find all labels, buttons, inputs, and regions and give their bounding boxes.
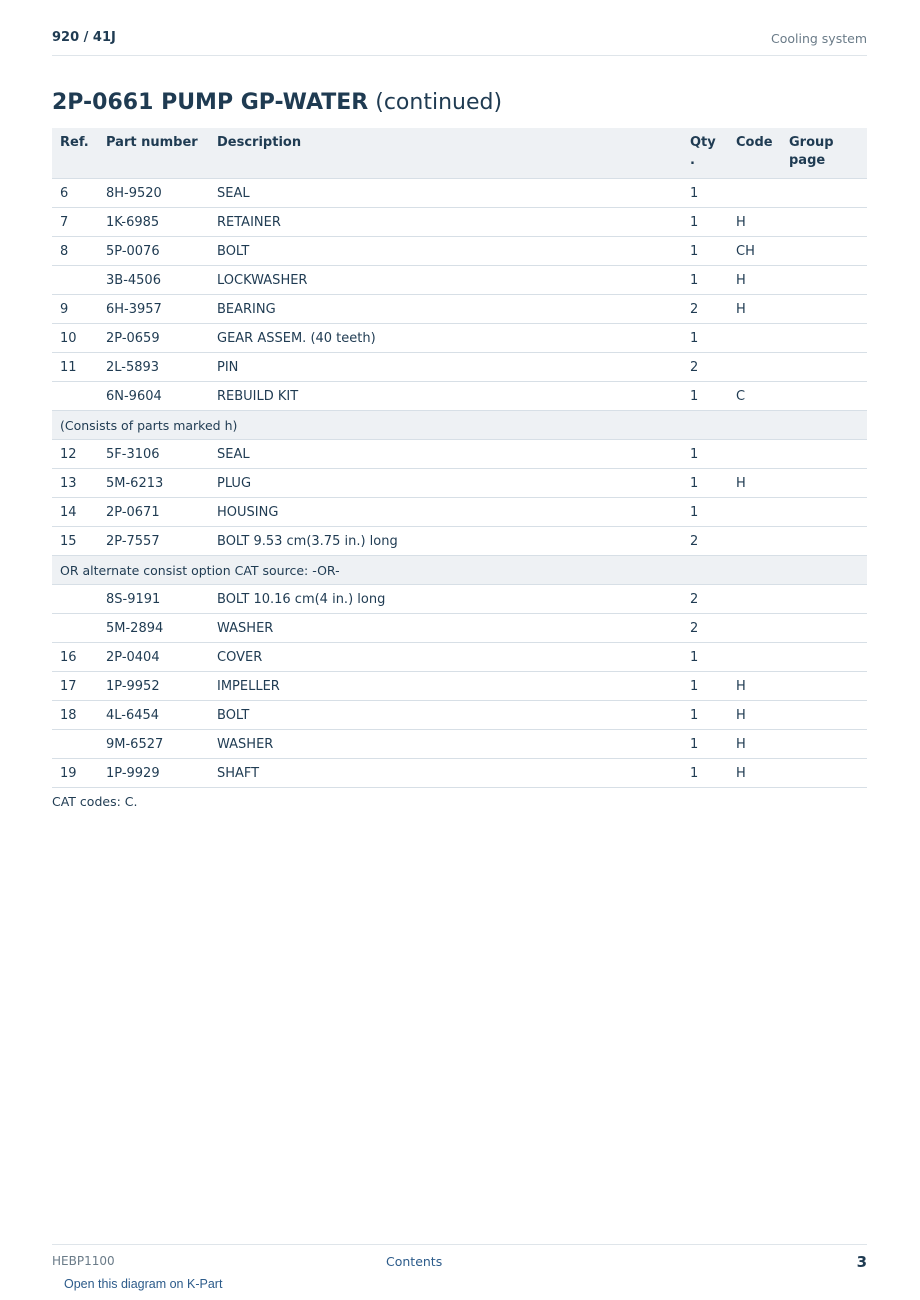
cell-group-page — [781, 208, 867, 237]
cell-group-page — [781, 614, 867, 643]
cell-ref: 15 — [52, 527, 98, 556]
cell-group-page — [781, 527, 867, 556]
column-header-part-number: Part number — [98, 128, 209, 179]
cell-group-page — [781, 295, 867, 324]
cell-code — [728, 179, 781, 208]
cell-qty: 2 — [682, 614, 728, 643]
cell-code — [728, 440, 781, 469]
cell-part-number: 2P-0404 — [98, 643, 209, 672]
cell-description: LOCKWASHER — [209, 266, 682, 295]
cell-group-page — [781, 585, 867, 614]
cell-part-number: 5M-6213 — [98, 469, 209, 498]
cell-ref: 12 — [52, 440, 98, 469]
cell-group-page — [781, 701, 867, 730]
table-row — [52, 324, 867, 353]
cell-group-page — [781, 440, 867, 469]
column-header-qty: Qty . — [682, 128, 728, 179]
cell-ref — [52, 266, 98, 295]
table-note-row — [52, 411, 867, 440]
table-row — [52, 614, 867, 643]
cell-code: C — [728, 382, 781, 411]
cell-ref — [52, 382, 98, 411]
cell-code: H — [728, 266, 781, 295]
page-footer — [52, 1244, 867, 1300]
cell-ref: 17 — [52, 672, 98, 701]
cell-code: H — [728, 701, 781, 730]
cell-qty: 1 — [682, 237, 728, 266]
table-note: (Consists of parts marked h) — [52, 411, 867, 440]
table-row — [52, 353, 867, 382]
table-row — [52, 701, 867, 730]
cell-code — [728, 585, 781, 614]
cell-ref: 13 — [52, 469, 98, 498]
cell-code — [728, 324, 781, 353]
cell-ref: 14 — [52, 498, 98, 527]
cell-ref: 10 — [52, 324, 98, 353]
cell-code — [728, 643, 781, 672]
cell-qty: 1 — [682, 759, 728, 788]
cell-group-page — [781, 382, 867, 411]
table-row — [52, 672, 867, 701]
cell-description: IMPELLER — [209, 672, 682, 701]
cell-qty: 2 — [682, 527, 728, 556]
cell-qty: 1 — [682, 179, 728, 208]
cell-part-number: 6N-9604 — [98, 382, 209, 411]
document-id: HEBP1100 — [52, 1254, 115, 1268]
table-row — [52, 730, 867, 759]
section-label: Cooling system — [771, 31, 867, 46]
cell-part-number: 6H-3957 — [98, 295, 209, 324]
table-row — [52, 208, 867, 237]
cell-part-number: 5M-2894 — [98, 614, 209, 643]
cell-description: HOUSING — [209, 498, 682, 527]
cell-part-number: 8S-9191 — [98, 585, 209, 614]
cell-qty: 1 — [682, 440, 728, 469]
cell-qty: 1 — [682, 730, 728, 759]
cell-ref: 8 — [52, 237, 98, 266]
cell-description: REBUILD KIT — [209, 382, 682, 411]
cell-group-page — [781, 179, 867, 208]
cell-code: CH — [728, 237, 781, 266]
cell-code: H — [728, 759, 781, 788]
cell-description: BEARING — [209, 295, 682, 324]
cell-group-page — [781, 266, 867, 295]
cell-group-page — [781, 672, 867, 701]
cell-group-page — [781, 730, 867, 759]
cell-code — [728, 614, 781, 643]
continued-label: (continued) — [368, 90, 503, 115]
cell-qty: 1 — [682, 324, 728, 353]
column-header-group-page: Group page — [781, 128, 867, 179]
cell-description: PLUG — [209, 469, 682, 498]
cell-ref: 11 — [52, 353, 98, 382]
cell-ref — [52, 730, 98, 759]
cell-description: PIN — [209, 353, 682, 382]
cell-description: SEAL — [209, 440, 682, 469]
cell-qty: 1 — [682, 672, 728, 701]
cell-description: SEAL — [209, 179, 682, 208]
cell-group-page — [781, 498, 867, 527]
cell-code — [728, 353, 781, 382]
cell-qty: 1 — [682, 498, 728, 527]
column-header-ref: Ref. — [52, 128, 98, 179]
parts-table-body — [52, 179, 867, 788]
table-row — [52, 440, 867, 469]
cell-group-page — [781, 643, 867, 672]
cell-description: BOLT — [209, 701, 682, 730]
table-row — [52, 179, 867, 208]
cell-description: WASHER — [209, 730, 682, 759]
column-header-code: Code — [728, 128, 781, 179]
cell-group-page — [781, 324, 867, 353]
cell-ref: 9 — [52, 295, 98, 324]
cell-code: H — [728, 730, 781, 759]
kpart-diagram-link[interactable]: Open this diagram on K-Part — [64, 1277, 223, 1291]
cell-qty: 2 — [682, 353, 728, 382]
contents-link[interactable]: Contents — [386, 1254, 443, 1269]
page-number: 3 — [856, 1253, 867, 1271]
column-header-description: Description — [209, 128, 682, 179]
cell-part-number: 1P-9952 — [98, 672, 209, 701]
cat-codes-note: CAT codes: C. — [52, 794, 138, 809]
cell-code: H — [728, 295, 781, 324]
table-row — [52, 527, 867, 556]
page-header — [52, 28, 867, 56]
cell-ref: 19 — [52, 759, 98, 788]
cell-group-page — [781, 353, 867, 382]
table-row — [52, 382, 867, 411]
cell-qty: 1 — [682, 208, 728, 237]
table-row — [52, 498, 867, 527]
cell-group-page — [781, 469, 867, 498]
cell-part-number: 9M-6527 — [98, 730, 209, 759]
table-row — [52, 469, 867, 498]
cell-description: GEAR ASSEM. (40 teeth) — [209, 324, 682, 353]
cell-ref: 18 — [52, 701, 98, 730]
page-title — [52, 90, 502, 115]
cell-description: SHAFT — [209, 759, 682, 788]
cell-code: H — [728, 672, 781, 701]
cell-description: BOLT 10.16 cm(4 in.) long — [209, 585, 682, 614]
cell-part-number: 8H-9520 — [98, 179, 209, 208]
table-row — [52, 643, 867, 672]
cell-part-number: 5F-3106 — [98, 440, 209, 469]
cell-group-page — [781, 237, 867, 266]
cell-code: H — [728, 208, 781, 237]
cell-ref: 16 — [52, 643, 98, 672]
table-note: OR alternate consist option CAT source: -OR- — [52, 556, 867, 585]
table-row — [52, 237, 867, 266]
table-row — [52, 266, 867, 295]
table-note-row — [52, 556, 867, 585]
cell-part-number: 4L-6454 — [98, 701, 209, 730]
cell-group-page — [781, 759, 867, 788]
cell-part-number: 1P-9929 — [98, 759, 209, 788]
cell-ref: 6 — [52, 179, 98, 208]
cell-description: RETAINER — [209, 208, 682, 237]
cell-part-number: 1K-6985 — [98, 208, 209, 237]
table-row — [52, 759, 867, 788]
cell-part-number: 2P-0671 — [98, 498, 209, 527]
table-header-row — [52, 128, 867, 179]
cell-qty: 1 — [682, 266, 728, 295]
cell-ref — [52, 614, 98, 643]
table-row — [52, 585, 867, 614]
cell-part-number: 2P-7557 — [98, 527, 209, 556]
cell-description: WASHER — [209, 614, 682, 643]
cell-description: BOLT — [209, 237, 682, 266]
cell-qty: 1 — [682, 643, 728, 672]
cell-qty: 1 — [682, 701, 728, 730]
cell-description: COVER — [209, 643, 682, 672]
cell-part-number: 2P-0659 — [98, 324, 209, 353]
cell-ref: 7 — [52, 208, 98, 237]
cell-part-number: 3B-4506 — [98, 266, 209, 295]
part-group-name: 2P-0661 PUMP GP-WATER — [52, 90, 369, 115]
cell-qty: 2 — [682, 295, 728, 324]
cell-description: BOLT 9.53 cm(3.75 in.) long — [209, 527, 682, 556]
cell-part-number: 2L-5893 — [98, 353, 209, 382]
cell-code — [728, 527, 781, 556]
cell-code: H — [728, 469, 781, 498]
cell-part-number: 5P-0076 — [98, 237, 209, 266]
cell-qty: 1 — [682, 382, 728, 411]
cell-qty: 2 — [682, 585, 728, 614]
cell-code — [728, 498, 781, 527]
parts-table — [52, 128, 867, 788]
cell-ref — [52, 585, 98, 614]
model-label: 920 / 41J — [52, 30, 116, 45]
table-row — [52, 295, 867, 324]
cell-qty: 1 — [682, 469, 728, 498]
